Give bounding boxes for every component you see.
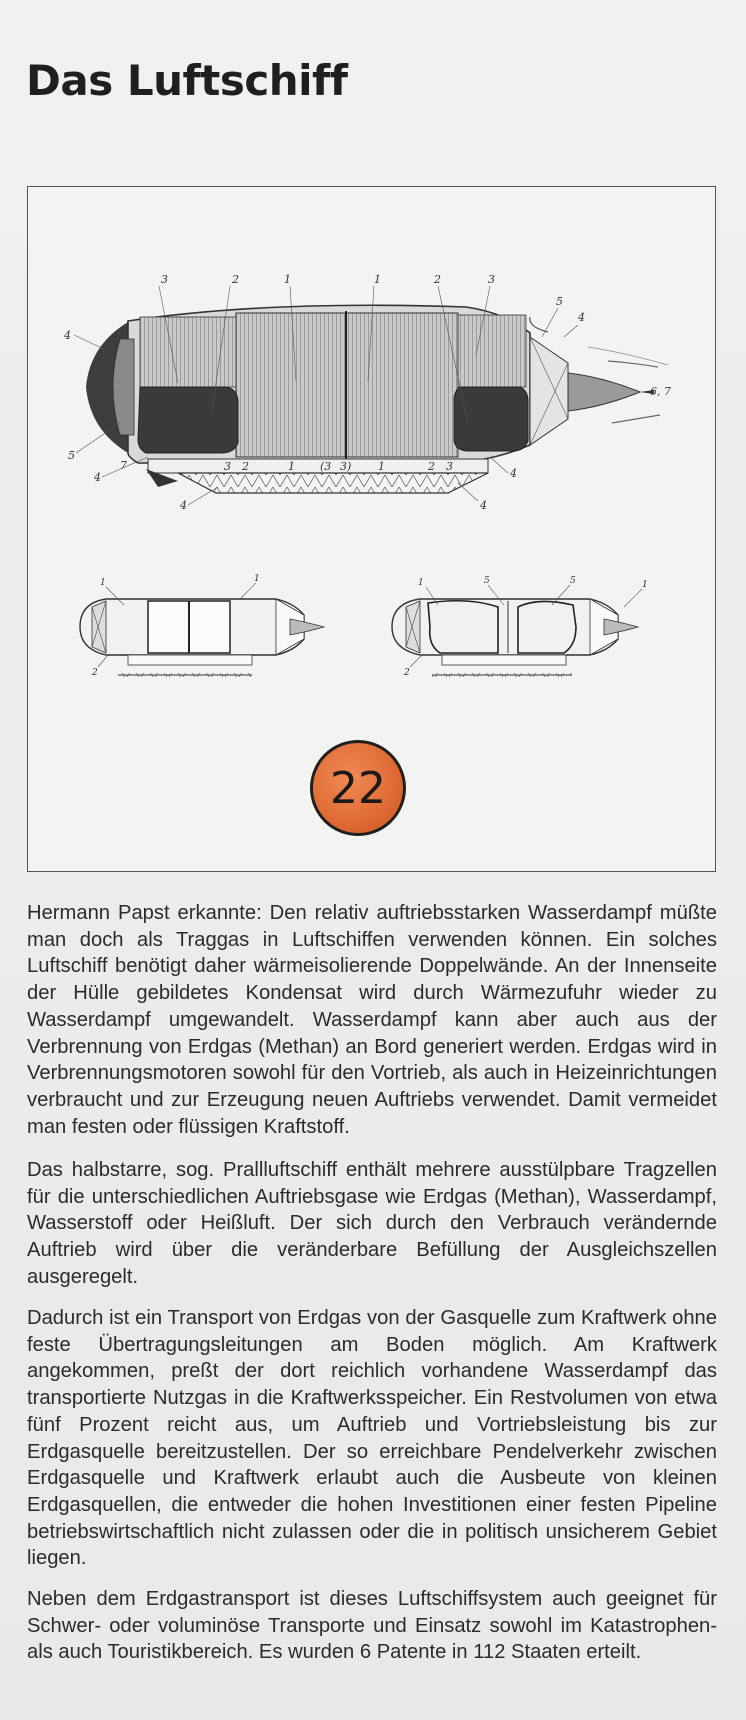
label-top-7: 5 (556, 295, 563, 308)
label-left-4: 7 (120, 459, 127, 472)
label-strip-8: 3 (446, 460, 453, 473)
label-left-2: 5 (68, 449, 75, 462)
small-left-label-1: 1 (100, 578, 106, 588)
gas-cell-right (346, 313, 458, 457)
paragraph-3: Dadurch ist ein Transport von Erdgas von der Gasquelle zum Kraftwerk ohne feste Übertragungsleitungen am Boden möglich. Am Kraftwerk angekommen, preßt der dort reichlich vorhandene Wasserdampf das transportierte Nutzgas in die Kraftwerksspeicher. Ein Restvolumen von etwa fünf Prozent reicht aus, um Auftrieb und Vortriebsleistung bis zur Erdgasquelle bereitzustellen. Der so erreichbare Pendelverkehr zwischen Erdgasquelle und Kraftwerk erlaubt auch die Ausbeute von kleinen Erdgasquellen, die entweder die hohen Investitionen einer festen Pipeline betriebswirtschaftlich nicht zulassen oder die in politisch unsicherem Gebiet liegen. (27, 1307, 717, 1570)
label-left-5: 4 (180, 499, 187, 512)
label-tail: 6, 7 (650, 385, 671, 398)
label-left-3: 4 (94, 471, 101, 484)
small-left-label-2: 1 (254, 574, 260, 584)
label-top-4: 1 (374, 273, 381, 286)
keel-truss (178, 473, 488, 493)
label-top-8: 4 (578, 311, 585, 324)
main-airship (63, 273, 671, 512)
label-top-1: 3 (161, 273, 168, 286)
ballast-bag-fore (138, 387, 238, 453)
small-airship-right (392, 576, 648, 678)
tail-engine (568, 373, 640, 411)
label-strip-4: (3 (320, 460, 332, 473)
label-bottom-2: 4 (510, 467, 517, 480)
ballast-bag-aft (454, 387, 528, 451)
exhibit-number-badge: 22 (310, 740, 406, 836)
label-bottom-1: 4 (480, 499, 487, 512)
page-title: Das Luftschiff (26, 56, 348, 105)
label-left-1: 4 (64, 329, 71, 342)
small-right-label-5: 2 (404, 668, 410, 678)
label-strip-1: 3 (224, 460, 231, 473)
small-airship-left (80, 574, 324, 678)
small-left-label-3: 2 (92, 668, 98, 678)
label-top-5: 2 (434, 273, 441, 286)
label-strip-6: 1 (378, 460, 385, 473)
label-strip-7: 2 (428, 460, 435, 473)
small-right-label-2: 5 (484, 576, 490, 586)
label-strip-3: 1 (288, 460, 295, 473)
small-right-label-4: 1 (642, 580, 648, 590)
label-strip-5: 3) (340, 460, 352, 473)
label-top-2: 2 (232, 273, 239, 286)
gondola-strip (148, 459, 488, 473)
paragraph-1: Hermann Papst erkannte: Den relativ auftriebsstarken Wasserdampf müßte man doch als Traggas in Luftschiffen verwenden können. Ein solches Luftschiff benötigt daher wärmeisolierende Doppelwände. An der Innenseite der Hülle gebildetes Kondensat wird durch Wärmezufuhr wieder zu Wasserdampf umgewandelt. Wasserdampf kann aber auch aus der Verbrennung von Erdgas (Methan) an Bord generiert werden. Erdgas wird in Verbrennungsmotoren sowohl für den Vortrieb, als auch in Heizeinrichtungen verbraucht und zur Erzeugung neuen Auftriebs verwendet. Damit vermeidet man festen oder flüssigen Kraftstoff. (27, 902, 717, 1138)
paragraph-2: Das halbstarre, sog. Prallluftschiff enthält mehrere ausstülpbare Tragzellen für die unterschiedlichen Auftriebsgase wie Erdgas (Methan), Wasserdampf, Wasserstoff oder Heißluft. Der sich durch den Verbrauch verändernde Auftrieb wird über die veränderbare Befüllung der Ausgleichszellen ausgeregelt. (27, 1159, 717, 1288)
label-top-6: 3 (488, 273, 495, 286)
label-strip-2: 2 (242, 460, 249, 473)
gas-cell-left (236, 313, 346, 457)
small-right-label-1: 1 (418, 578, 424, 588)
label-top-3: 1 (284, 273, 291, 286)
small-right-label-3: 5 (570, 576, 576, 586)
paragraph-4: Neben dem Erdgastransport ist dieses Luftschiffsystem auch geeignet für Schwer- oder voluminöse Transporte und Einsatz sowohl im Katastrophen- als auch Touristikbereich. Es wurden 6 Patente in 112 Staaten erteilt. (27, 1588, 717, 1664)
